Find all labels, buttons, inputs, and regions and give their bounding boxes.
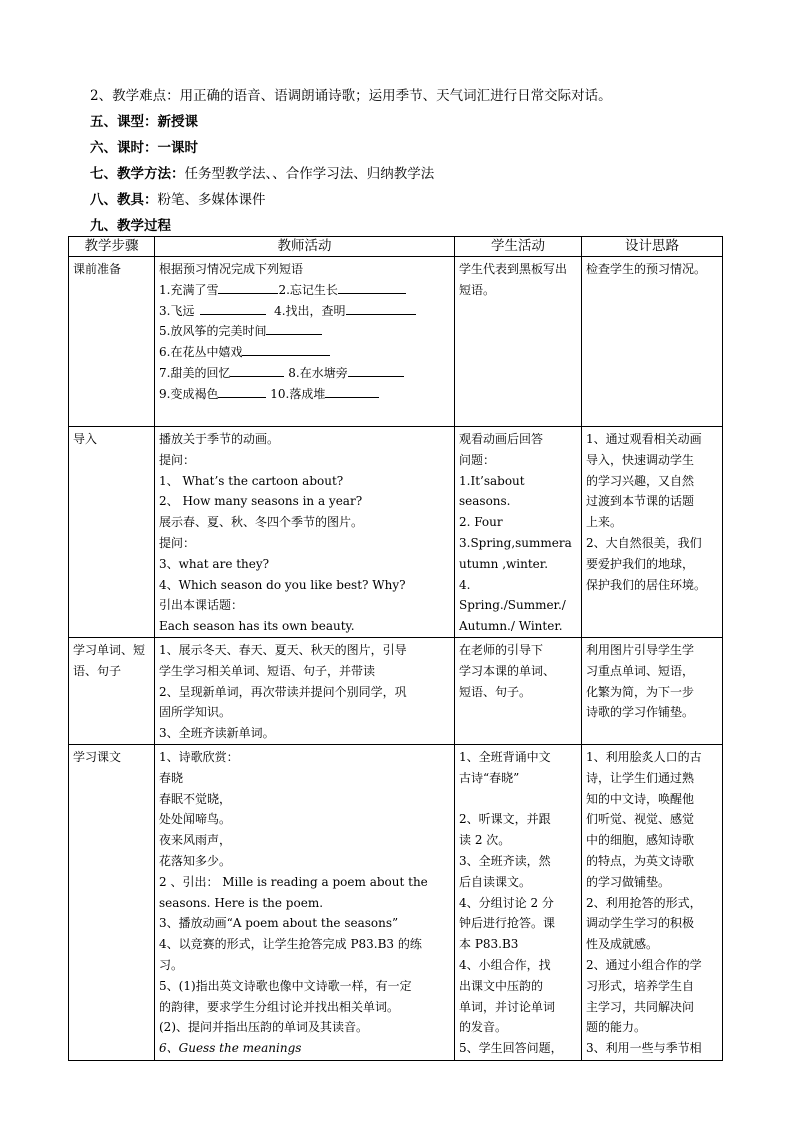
process-heading xyxy=(90,214,171,234)
step-text: 课前准备 xyxy=(73,262,122,276)
teacher-line: 固所学知识。 xyxy=(159,705,232,720)
teacher-line: 2、 How many seasons in a year? xyxy=(159,494,363,509)
teacher-line: 播放关于季节的动画。 xyxy=(159,432,280,446)
teacher-cell xyxy=(155,637,455,744)
period-value: 一课时 xyxy=(157,140,198,156)
student-line: 1、全班背诵中文 xyxy=(459,749,551,764)
teacher-line xyxy=(159,1038,450,1059)
design-line: 化繁为简，为下一步 xyxy=(586,684,695,699)
student-line: 问题： xyxy=(459,452,496,467)
step-cell xyxy=(69,257,155,427)
teacher-line: 2、呈现新单词，再次带读并提问个别同学，巩 xyxy=(159,684,407,699)
lesson-type-line xyxy=(90,110,198,130)
step-text: 学习单词、短语、句子 xyxy=(73,642,146,678)
guess-meanings-text: 6、Guess the meanings xyxy=(159,1041,302,1056)
method-line xyxy=(90,162,434,182)
design-line: 习形式，培养学生自 xyxy=(586,978,695,993)
student-cell xyxy=(455,744,582,1060)
teacher-line: 1、诗歌欣赏： xyxy=(159,749,239,764)
design-line: 利用图片引导学生学 xyxy=(586,642,695,657)
student-line: 学习本课的单词、 xyxy=(459,663,556,678)
answer-blank xyxy=(348,364,404,377)
student-line: 4、分组讨论 2 分 xyxy=(459,895,554,910)
student-line: 单词，并讨论单词 xyxy=(459,999,556,1014)
student-line: 钟后进行抢答。课 xyxy=(459,916,556,931)
period-line xyxy=(90,136,198,156)
teacher-line: 花落知多少。 xyxy=(159,853,232,868)
header-step: 教学步骤 xyxy=(69,237,155,257)
design-line: 过渡到本节课的话题 xyxy=(586,494,695,509)
phrase-item: 4.找出，查明 xyxy=(274,303,346,318)
header-teacher: 教师活动 xyxy=(155,237,455,257)
design-cell xyxy=(582,257,723,427)
answer-blank xyxy=(338,281,406,294)
phrase-blank-line xyxy=(159,280,450,301)
student-line: 后自读课文。 xyxy=(459,874,532,889)
answer-blank xyxy=(218,385,266,398)
student-line: 3.Spring,summera xyxy=(459,535,572,550)
answer-blank xyxy=(325,385,379,398)
design-line: 导入，快速调动学生 xyxy=(586,452,695,467)
teacher-line: 的韵律，要求学生分组讨论并找出相关单词。 xyxy=(159,999,400,1014)
design-cell xyxy=(582,744,723,1060)
teacher-line: 学生学习相关单词、短语、句子，并带读 xyxy=(159,663,376,678)
header-student: 学生活动 xyxy=(455,237,582,257)
student-cell xyxy=(455,427,582,638)
design-line: 题的能力。 xyxy=(586,1020,647,1035)
lesson-type-label: 五、课型： xyxy=(90,114,158,130)
student-line: 2. Four xyxy=(459,515,503,530)
design-line: 知的中文诗，唤醒他 xyxy=(586,791,695,806)
phrase-blank-line xyxy=(159,363,450,384)
phrase-item: 2.忘记生长 xyxy=(278,282,338,297)
teacher-line: 春眠不觉晓， xyxy=(159,791,232,806)
step-text: 导入 xyxy=(73,432,98,446)
table-row xyxy=(69,427,723,638)
student-line: seasons. xyxy=(459,494,511,509)
answer-blank xyxy=(266,322,322,335)
aids-value: 粉笔、多媒体课件 xyxy=(157,192,266,208)
aids-line xyxy=(90,188,266,208)
table-row xyxy=(69,637,723,744)
teacher-line: 处处闻啼鸟。 xyxy=(159,812,232,827)
phrase-item: 9.变成褐色 xyxy=(159,386,219,401)
teacher-line: 习。 xyxy=(159,957,184,972)
teacher-line: 春晓 xyxy=(159,770,184,785)
table-header-row xyxy=(69,237,723,257)
answer-blank xyxy=(200,302,266,315)
phrase-item: 10.落成堆 xyxy=(270,386,326,401)
teacher-line: 2 、引出： Mille is reading a poem about the xyxy=(159,874,428,889)
difficulty-line: 2、教学难点：用正确的语音、语调朗诵诗歌；运用季节、天气词汇进行日常交际对话。 xyxy=(90,88,612,104)
aids-label: 八、教具： xyxy=(90,192,158,208)
design-line: 们听觉、视觉、感觉 xyxy=(586,812,695,827)
design-line: 调动学生学习的积极 xyxy=(586,916,695,931)
design-line: 的学习做铺垫。 xyxy=(586,874,671,889)
design-line: 1、通过观看相关动画 xyxy=(586,432,702,446)
student-line: 本 P83.B3 xyxy=(459,937,519,952)
phrase-blank-line xyxy=(159,384,450,405)
design-line: 主学习，共同解决问 xyxy=(586,999,695,1014)
design-text: 检查学生的预习情况。 xyxy=(586,262,707,276)
student-line: utumn ,winter. xyxy=(459,556,549,571)
student-line: 5、学生回答问题， xyxy=(459,1041,563,1056)
teacher-line: 提问： xyxy=(159,452,196,467)
design-line: 2、利用抢答的形式， xyxy=(586,895,702,910)
student-line: 2、听课文，并跟 xyxy=(459,812,551,827)
table-row xyxy=(69,257,723,427)
design-line: 3、利用一些与季节相 xyxy=(586,1041,702,1056)
student-line: 古诗“春晓” xyxy=(459,770,520,785)
teacher-line: 引出本课话题： xyxy=(159,598,244,613)
design-cell xyxy=(582,637,723,744)
student-cell xyxy=(455,257,582,427)
period-label: 六、课时： xyxy=(90,140,158,156)
design-line: 诗，让学生们通过熟 xyxy=(586,770,695,785)
teacher-line: Each season has its own beauty. xyxy=(159,619,355,634)
teacher-line: 3、全班齐读新单词。 xyxy=(159,726,275,741)
answer-blank xyxy=(230,364,284,377)
lesson-type-value: 新授课 xyxy=(157,114,198,130)
process-heading-text: 九、教学过程 xyxy=(90,218,171,234)
table-row xyxy=(69,744,723,1060)
answer-blank xyxy=(242,343,330,356)
answer-blank xyxy=(218,281,278,294)
student-line: Spring./Summer./ xyxy=(459,598,566,613)
teacher-line: 4、以竞赛的形式，让学生抢答完成 P83.B3 的练 xyxy=(159,937,422,952)
phrase-item: 8.在水塘旁 xyxy=(288,365,348,380)
teacher-line: (2)、提问并指出压韵的单词及其读音。 xyxy=(159,1020,368,1035)
student-line: Autumn./ Winter. xyxy=(459,619,563,634)
teacher-line: 1、展示冬天、春天、夏天、秋天的图片，引导 xyxy=(159,642,407,657)
design-line: 要爱护我们的地球， xyxy=(586,556,695,571)
phrase-blank-line xyxy=(159,301,450,322)
spacer xyxy=(459,789,577,810)
design-line: 1、利用脍炙人口的古 xyxy=(586,749,702,764)
design-line: 中的细胞，感知诗歌 xyxy=(586,833,695,848)
student-line: 短语、句子。 xyxy=(459,684,532,699)
answer-blank xyxy=(346,302,416,315)
design-line: 的特点，为英文诗歌 xyxy=(586,853,695,868)
student-line: 4、小组合作，找 xyxy=(459,957,551,972)
teacher-cell xyxy=(155,257,455,427)
header-design: 设计思路 xyxy=(582,237,723,257)
teacher-line: 3、播放动画“A poem about the seasons” xyxy=(159,916,399,931)
teacher-line: 5、(1)指出英文诗歌也像中文诗歌一样，有一定 xyxy=(159,978,412,993)
design-line: 上来。 xyxy=(586,515,623,530)
design-line: 保护我们的居住环境。 xyxy=(586,577,707,592)
teacher-line: 3、what are they? xyxy=(159,556,270,571)
teacher-line: 根据预习情况完成下列短语 xyxy=(159,262,304,276)
design-line: 习重点单词、短语， xyxy=(586,663,695,678)
teaching-process-table xyxy=(68,236,723,1061)
design-line: 2、通过小组合作的学 xyxy=(586,957,702,972)
teacher-cell xyxy=(155,744,455,1060)
phrase-item: 1.充满了雪 xyxy=(159,282,219,297)
design-cell xyxy=(582,427,723,638)
student-line: 观看动画后回答 xyxy=(459,432,544,446)
phrase-item: 7.甜美的回忆 xyxy=(159,365,231,380)
teacher-line: 1、 What’s the cartoon about? xyxy=(159,473,344,488)
phrase-blank-line xyxy=(159,342,450,363)
step-cell xyxy=(69,427,155,638)
teacher-cell xyxy=(155,427,455,638)
teacher-line: 4、Which season do you like best? Why? xyxy=(159,577,406,592)
teacher-line: 夜来风雨声， xyxy=(159,833,232,848)
student-cell xyxy=(455,637,582,744)
student-line: 读 2 次。 xyxy=(459,833,511,848)
teacher-line: seasons. Here is the poem. xyxy=(159,895,324,910)
step-text: 学习课文 xyxy=(73,749,122,764)
teacher-line: 提问： xyxy=(159,535,196,550)
design-line: 性及成就感。 xyxy=(586,937,659,952)
step-cell xyxy=(69,744,155,1060)
phrase-blank-line xyxy=(159,321,450,342)
phrase-item: 3.飞远 xyxy=(159,303,195,318)
method-value: 任务型教学法、、合作学习法、归纳教学法 xyxy=(184,166,435,182)
step-cell xyxy=(69,637,155,744)
phrase-item: 5.放风筝的完美时间 xyxy=(159,324,267,339)
student-line: 1.It’sabout xyxy=(459,473,525,488)
student-line: 4. xyxy=(459,577,471,592)
phrase-item: 6.在花丛中嬉戏 xyxy=(159,345,243,360)
method-label: 七、教学方法： xyxy=(90,166,185,182)
student-text: 学生代表到黑板写出短语。 xyxy=(459,262,568,297)
design-line: 的学习兴趣，又自然 xyxy=(586,473,695,488)
teacher-line: 展示春、夏、秋、冬四个季节的图片。 xyxy=(159,515,364,530)
student-line: 3、全班齐读，然 xyxy=(459,853,551,868)
student-line: 在老师的引导下 xyxy=(459,642,544,657)
design-line: 诗歌的学习作铺垫。 xyxy=(586,705,695,720)
design-line: 2、大自然很美，我们 xyxy=(586,535,702,550)
student-line: 出课文中压韵的 xyxy=(459,978,544,993)
student-line: 的发音。 xyxy=(459,1020,508,1035)
